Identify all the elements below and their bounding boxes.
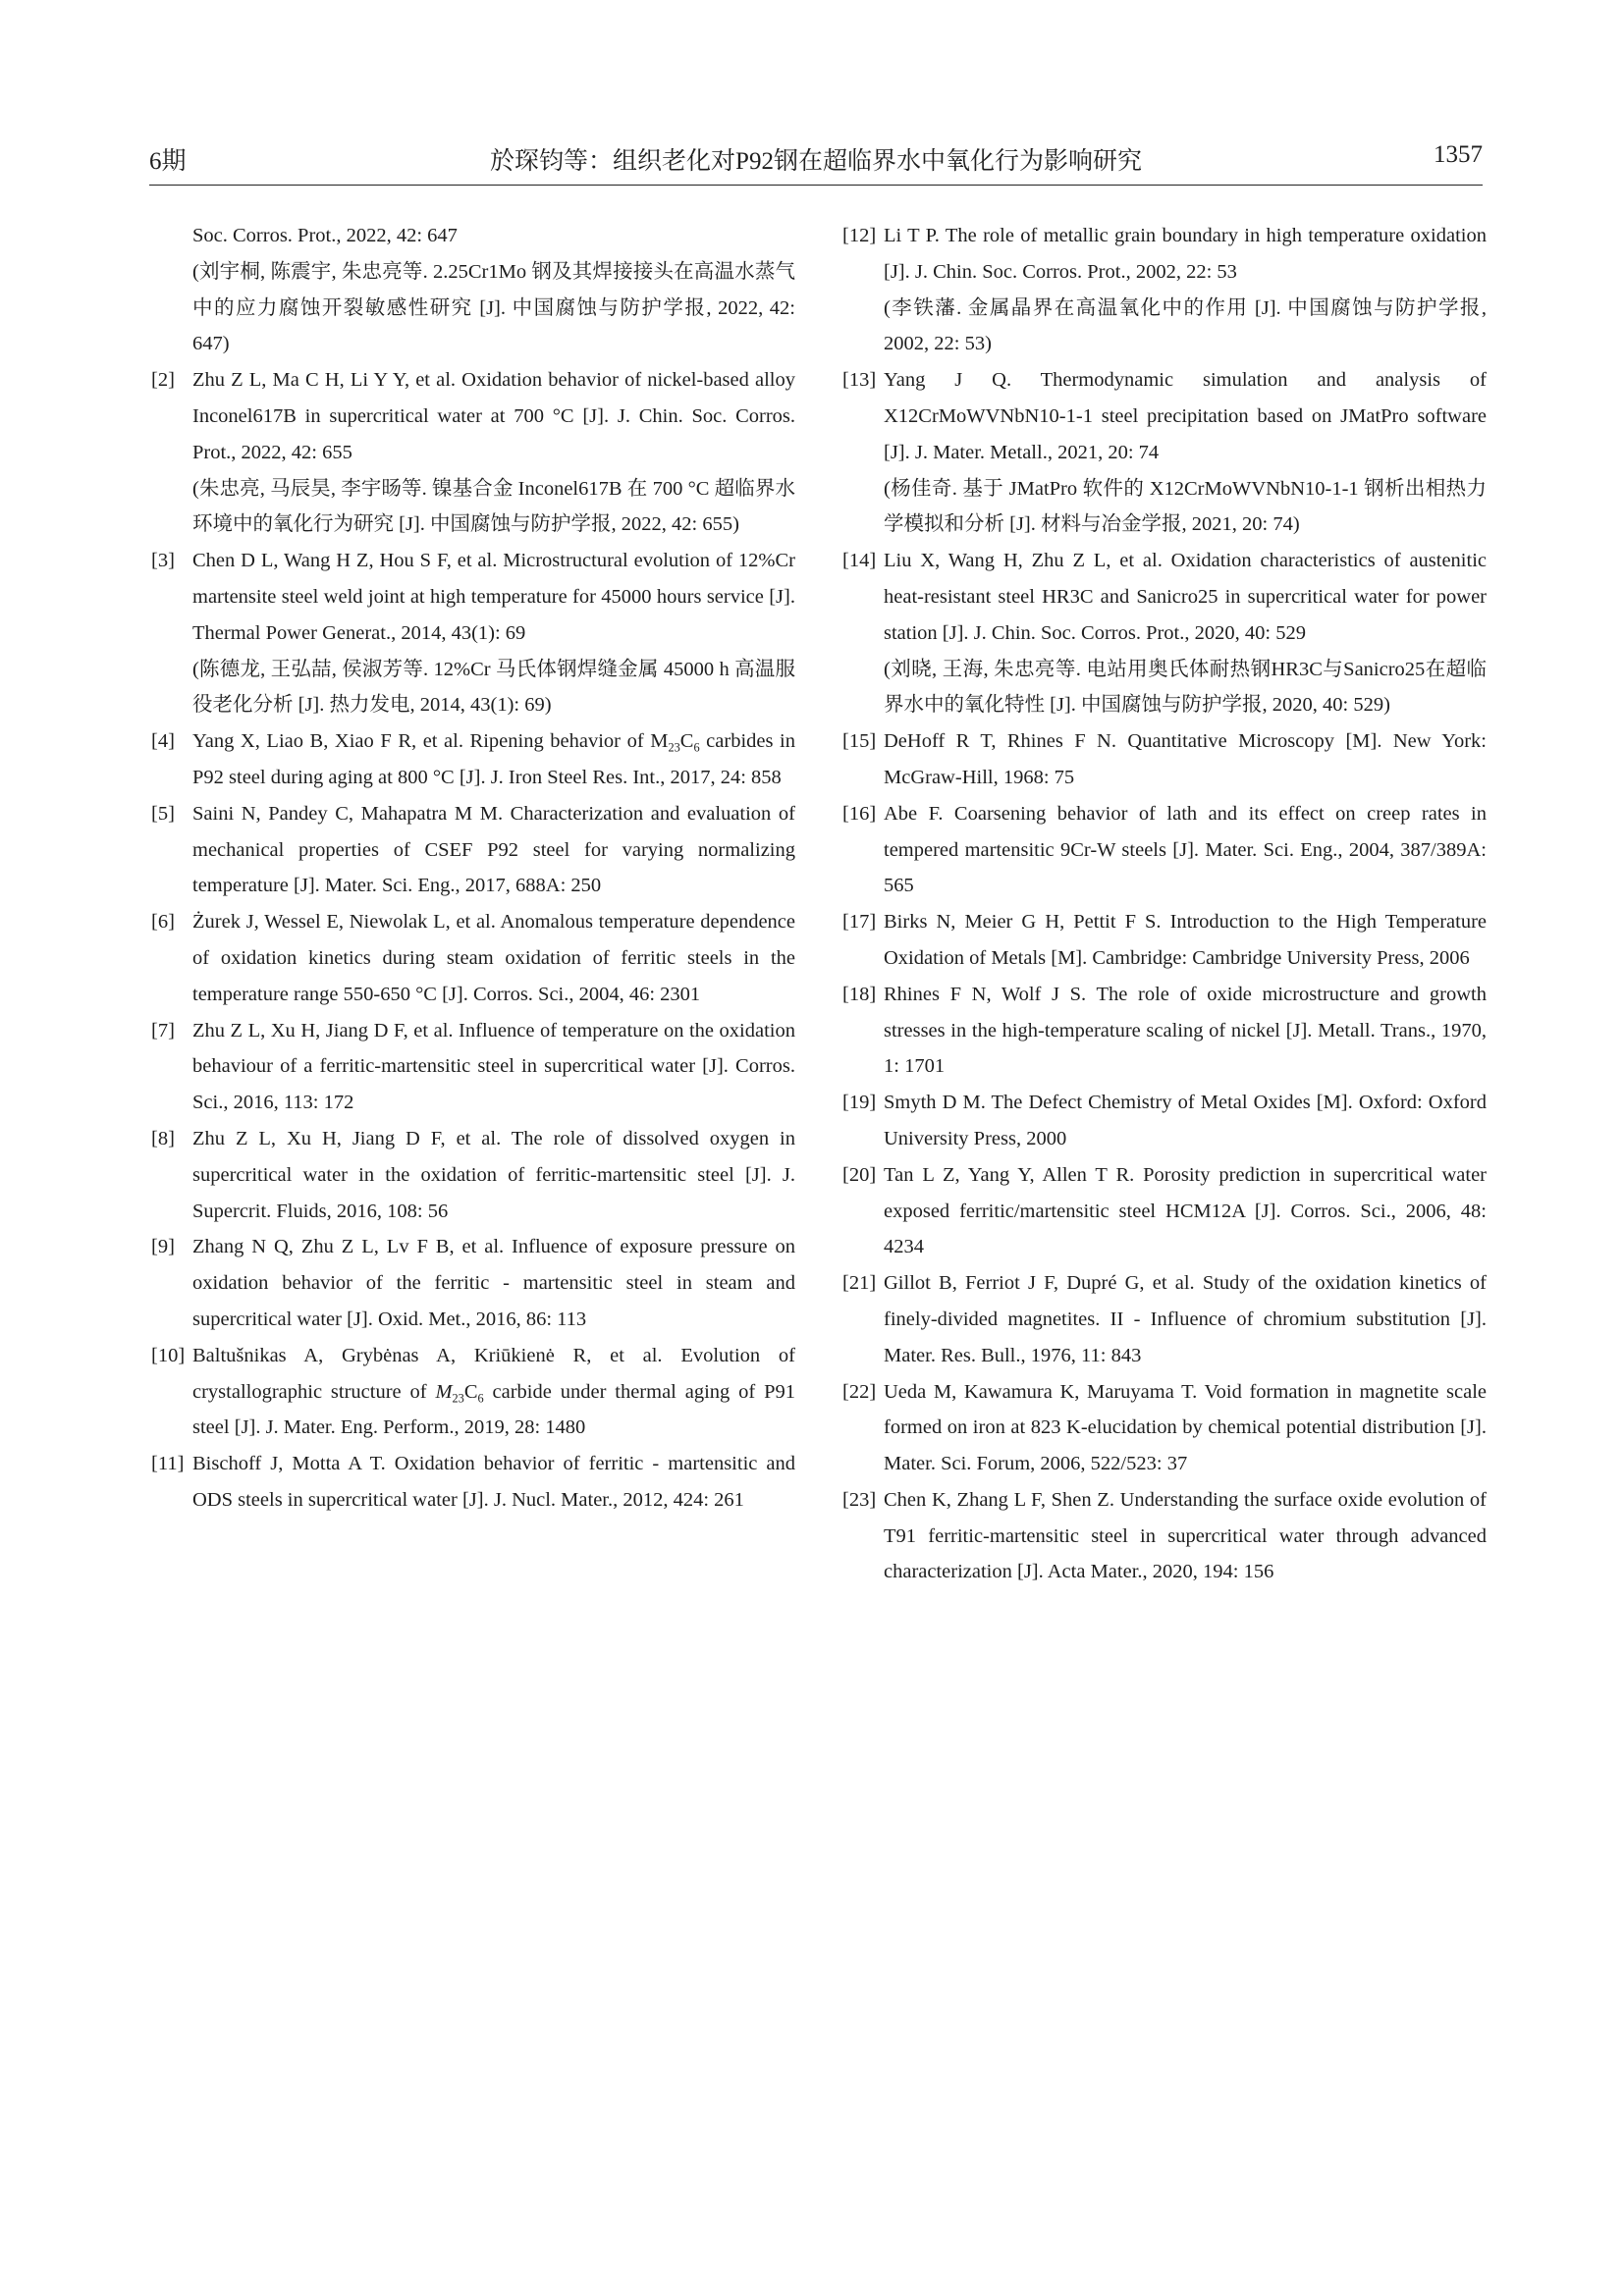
reference-text: Rhines F N, Wolf J S. The role of oxide microstructure and growth stresses in the high-temperature scaling of nickel [J]. Metall. Trans., 1970, 1: 1701 bbox=[884, 983, 1487, 1078]
reference-number: [10] bbox=[151, 1344, 186, 1366]
subscript: 6 bbox=[693, 740, 700, 755]
reference-11 bbox=[151, 1446, 795, 1519]
reference-text: Tan L Z, Yang Y, Allen T R. Porosity prediction in supercritical water exposed ferritic/martensitic steel HCM12A [J]. Corros. Sci., 2006, 48: 4234 bbox=[884, 1163, 1487, 1258]
reference-text-part: carbides in P92 steel during aging at 800 °C [J]. J. Iron Steel Res. Int., 2017, 24: 858 bbox=[192, 730, 795, 788]
reference-number: [16] bbox=[842, 802, 877, 825]
reference-text-part: Yang X, Liao B, Xiao F R, et al. Ripening behavior of M bbox=[192, 730, 669, 753]
reference-text: Gillot B, Ferriot J F, Dupré G, et al. Study of the oxidation kinetics of finely-divided magnetites. II - Influence of chromium substitution [J]. Mater. Res. Bull., 1976, 11: 843 bbox=[884, 1272, 1487, 1366]
reference-10 bbox=[151, 1338, 795, 1446]
reference-14 bbox=[842, 543, 1487, 723]
reference-number: [6] bbox=[151, 911, 175, 934]
reference-text: Zhang N Q, Zhu Z L, Lv F B, et al. Influence of exposure pressure on oxidation behavior of the ferritic - martensitic steel in steam and supercritical water [J]. Oxid. Met., 2016, 86: 113 bbox=[192, 1236, 795, 1330]
reference-text: Zhu Z L, Xu H, Jiang D F, et al. The role of dissolved oxygen in supercritical water in the oxidation of ferritic-martensitic steel [J]. J. Supercrit. Fluids, 2016, 108: 56 bbox=[192, 1127, 795, 1222]
subscript: 23 bbox=[668, 740, 680, 755]
running-header bbox=[149, 135, 1483, 186]
reference-number: [4] bbox=[151, 730, 175, 753]
reference-number: [9] bbox=[151, 1236, 175, 1258]
reference-number: [11] bbox=[151, 1453, 185, 1475]
reference-17 bbox=[842, 904, 1487, 977]
reference-text: Smyth D M. The Defect Chemistry of Metal Oxides [M]. Oxford: Oxford University Press, 2000 bbox=[884, 1092, 1487, 1149]
reference-chinese-text: (刘宇桐, 陈震宇, 朱忠亮等. 2.25Cr1Mo 钢及其焊接接头在高温水蒸气中的应力腐蚀开裂敏感性研究 [J]. 中国腐蚀与防护学报, 2022, 42: 647) bbox=[192, 260, 795, 355]
reference-20 bbox=[842, 1157, 1487, 1265]
reference-number: [20] bbox=[842, 1163, 877, 1186]
reference-text: Chen D L, Wang H Z, Hou S F, et al. Microstructural evolution of 12%Cr martensite steel weld joint at high temperature for 45000 hours service [J]. Thermal Power Generat., 2014, 43(1): 69 bbox=[192, 550, 795, 644]
reference-text: Zhu Z L, Ma C H, Li Y Y, et al. Oxidation behavior of nickel-based alloy Inconel617B in supercritical water at 700 °C [J]. J. Chin. Soc. Corros. Prot., 2022, 42: 655 bbox=[192, 369, 795, 463]
reference-chinese-text: (杨佳奇. 基于 JMatPro 软件的 X12CrMoWVNbN10-1-1 钢析出相热力学模拟和分析 [J]. 材料与冶金学报, 2021, 20: 74) bbox=[884, 477, 1487, 536]
reference-number: [19] bbox=[842, 1092, 877, 1114]
reference-text: Soc. Corros. Prot., 2022, 42: 647 bbox=[192, 225, 458, 246]
subscript: 23 bbox=[452, 1390, 464, 1405]
reference-number: [12] bbox=[842, 225, 877, 246]
subscript: 6 bbox=[477, 1390, 484, 1405]
reference-number: [7] bbox=[151, 1019, 175, 1041]
reference-number: [2] bbox=[151, 369, 175, 392]
reference-text: Bischoff J, Motta A T. Oxidation behavior of ferritic - martensitic and ODS steels in supercritical water [J]. J. Nucl. Mater., 2012, 424: 261 bbox=[192, 1453, 795, 1511]
reference-number: [18] bbox=[842, 983, 877, 1005]
reference-number: [15] bbox=[842, 730, 877, 753]
reference-text: Li T P. The role of metallic grain boundary in high temperature oxidation [J]. J. Chin. Soc. Corros. Prot., 2002, 22: 53 bbox=[884, 225, 1487, 283]
reference-text: Zhu Z L, Xu H, Jiang D F, et al. Influence of temperature on the oxidation behaviour of a ferritic-martensitic steel in supercritical water [J]. Corros. Sci., 2016, 113: 172 bbox=[192, 1019, 795, 1114]
reference-list-left bbox=[151, 218, 795, 1519]
reference-18 bbox=[842, 977, 1487, 1085]
reference-number: [13] bbox=[842, 369, 877, 392]
reference-23 bbox=[842, 1482, 1487, 1590]
reference-number: [8] bbox=[151, 1127, 175, 1149]
reference-3 bbox=[151, 543, 795, 723]
reference-9 bbox=[151, 1229, 795, 1337]
reference-number: [3] bbox=[151, 550, 175, 572]
reference-number: [22] bbox=[842, 1380, 877, 1403]
page-number: 1357 bbox=[1434, 141, 1483, 168]
reference-text: Liu X, Wang H, Zhu Z L, et al. Oxidation characteristics of austenitic heat-resistant steel HR3C and Sanicro25 in supercritical water for power station [J]. J. Chin. Soc. Corros. Prot., 2020, 40: 529 bbox=[884, 550, 1487, 644]
reference-number: [21] bbox=[842, 1272, 877, 1295]
reference-text: Yang J Q. Thermodynamic simulation and analysis of X12CrMoWVNbN10-1-1 steel precipitation based on JMatPro software [J]. J. Mater. Metall., 2021, 20: 74 bbox=[884, 369, 1487, 463]
reference-7 bbox=[151, 1013, 795, 1121]
reference-chinese-text: (朱忠亮, 马辰昊, 李宇旸等. 镍基合金 Inconel617B 在 700 °C 超临界水环境中的氧化行为研究 [J]. 中国腐蚀与防护学报, 2022, 42: 655) bbox=[192, 477, 795, 536]
reference-chinese-text: (陈德龙, 王弘喆, 侯淑芳等. 12%Cr 马氏体钢焊缝金属 45000 h 高温服役老化分析 [J]. 热力发电, 2014, 43(1): 69) bbox=[192, 658, 795, 717]
reference-text-part: Baltušnikas A, Grybėnas A, Kriūkienė R, et al. Evolution of crystallographic structure of bbox=[192, 1344, 795, 1403]
reference-8 bbox=[151, 1121, 795, 1229]
reference-22 bbox=[842, 1374, 1487, 1482]
reference-text: Birks N, Meier G H, Pettit F S. Introduction to the High Temperature Oxidation of Metals [M]. Cambridge: Cambridge University Press, 2006 bbox=[884, 911, 1487, 969]
reference-12 bbox=[842, 218, 1487, 362]
reference-text-part: C bbox=[679, 730, 694, 753]
reference-19 bbox=[842, 1085, 1487, 1157]
reference-text: DeHoff R T, Rhines F N. Quantitative Microscopy [M]. New York: McGraw-Hill, 1968: 75 bbox=[884, 730, 1487, 788]
reference-text-part: C bbox=[463, 1380, 478, 1403]
reference-number: [14] bbox=[842, 550, 877, 572]
reference-2 bbox=[151, 362, 795, 543]
issue-number: 6期 bbox=[149, 148, 187, 175]
reference-chinese-text: (李铁藩. 金属晶界在高温氧化中的作用 [J]. 中国腐蚀与防护学报, 2002, 22: 53) bbox=[884, 296, 1487, 355]
reference-text: Chen K, Zhang L F, Shen Z. Understanding the surface oxide evolution of T91 ferritic-martensitic steel in supercritical water through advanced characterization [J]. Acta Mater., 2020, 194: 156 bbox=[884, 1488, 1487, 1583]
reference-list-right bbox=[842, 218, 1487, 1590]
reference-text: Saini N, Pandey C, Mahapatra M M. Characterization and evaluation of mechanical properties of CSEF P92 steel for varying normalizing temperature [J]. Mater. Sci. Eng., 2017, 688A: 250 bbox=[192, 802, 795, 897]
reference-21 bbox=[842, 1265, 1487, 1373]
reference-5 bbox=[151, 796, 795, 904]
reference-16 bbox=[842, 796, 1487, 904]
reference-13 bbox=[842, 362, 1487, 543]
reference-number: [5] bbox=[151, 802, 175, 825]
reference-text: Żurek J, Wessel E, Niewolak L, et al. Anomalous temperature dependence of oxidation kinetics during steam oxidation of ferritic steels in the temperature range 550-650 °C [J]. Corros. Sci., 2004, 46: 2301 bbox=[192, 911, 795, 1005]
reference-text: Ueda M, Kawamura K, Maruyama T. Void formation in magnetite scale formed on iron at 823 K-elucidation by chemical potential distribution [J]. Mater. Sci. Forum, 2006, 522/523: 37 bbox=[884, 1380, 1487, 1475]
reference-15 bbox=[842, 723, 1487, 796]
reference-text-part: carbide under thermal aging of P91 steel [J]. J. Mater. Eng. Perform., 2019, 28: 1480 bbox=[192, 1380, 795, 1439]
reference-4 bbox=[151, 723, 795, 796]
formula-symbol: M bbox=[435, 1380, 453, 1403]
reference-chinese-text: (刘晓, 王海, 朱忠亮等. 电站用奥氏体耐热钢HR3C与Sanicro25在超临界水中的氧化特性 [J]. 中国腐蚀与防护学报, 2020, 40: 529) bbox=[884, 658, 1487, 717]
reference-continuation bbox=[151, 218, 795, 362]
running-title: 於琛钧等：组织老化对P92钢在超临界水中氧化行为影响研究 bbox=[490, 148, 1142, 175]
reference-text: Abe F. Coarsening behavior of lath and its effect on creep rates in tempered martensitic 9Cr-W steels [J]. Mater. Sci. Eng., 2004, 387/389A: 565 bbox=[884, 802, 1487, 897]
reference-number: [23] bbox=[842, 1488, 877, 1511]
reference-6 bbox=[151, 904, 795, 1012]
reference-number: [17] bbox=[842, 911, 877, 934]
